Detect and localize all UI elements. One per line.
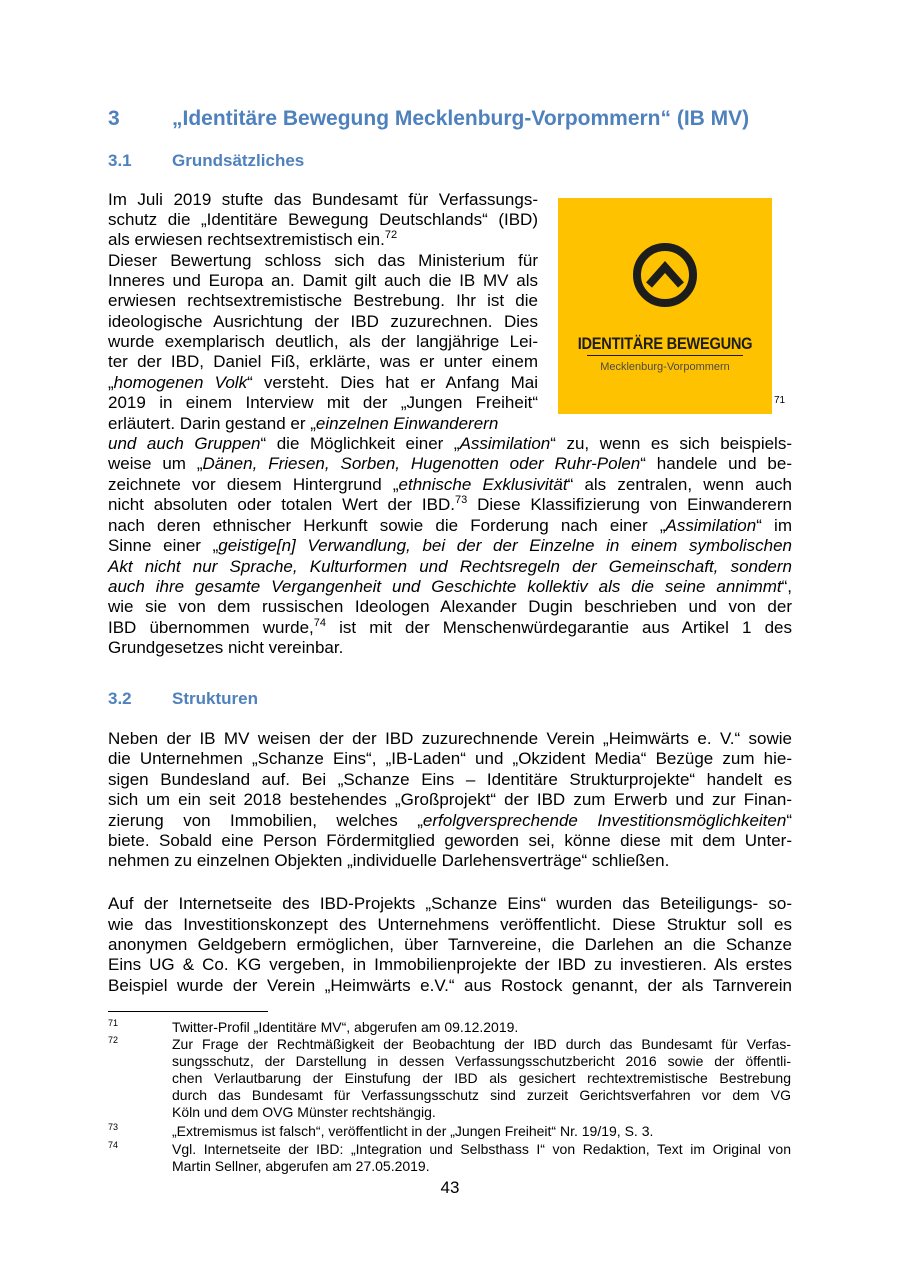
text-line: Dieser Bewertung schloss sich das Ministerium für	[108, 251, 538, 270]
text-line: zeichnete vor diesem Hintergrund „ethnische Exklusivität“ als zentralen, wenn auch	[108, 475, 792, 494]
footnote-text: „Extremismus ist falsch“, veröffentlicht in der „Jungen Freiheit“ Nr. 19/19, S. 3.	[172, 1123, 654, 1139]
text-line: schutz die „Identitäre Bewegung Deutschlands“ (IBD)	[108, 210, 538, 229]
footnote-ref: 73	[454, 494, 468, 506]
footnote-number: 71	[108, 1018, 119, 1028]
logo-footnote-ref: 71	[774, 395, 786, 406]
text-line: 2019 in einem Interview mit der „Jungen Freiheit“	[108, 393, 538, 412]
chapter-number: 3	[108, 107, 120, 130]
text-line: Grundgesetzes nicht vereinbar.	[108, 638, 344, 657]
text-line: IBD übernommen wurde,$^{74}$ ist mit der Menschenwürdegarantie aus Artikel 1 des	[108, 617, 792, 637]
text-line: Neben der IB MV weisen der der IBD zuzurechnende Verein „Heimwärts e. V.“ sowie	[108, 729, 792, 748]
text-line: wie das Investitionskonzept des Unternehmens veröffentlicht. Diese Struktur soll es	[108, 915, 792, 934]
footnote-text: Vgl. Internetseite der IBD: „Integration und Selbsthass I“ von Redaktion, Text im Original von	[172, 1141, 791, 1157]
text-line: wurde exemplarisch deutlich, als der langjährige Lei-	[108, 332, 538, 351]
section-number: 3.2	[108, 689, 132, 708]
text-line: und auch Gruppen“ die Möglichkeit einer „Assimilation“ zu, wenn es sich beispiels-	[108, 434, 792, 453]
identitaere-bewegung-logo	[558, 198, 772, 414]
text-line: nach deren ethnischer Herkunft sowie die Forderung nach einer „Assimilation“ im	[108, 516, 792, 535]
text-line: Beispiel wurde der Verein „Heimwärts e.V.“ aus Rostock genannt, der als Tarnverein	[108, 976, 792, 995]
text-line: anonymen Geldgebern ermöglichen, über Tarnvereine, die Darlehen an die Schanze	[108, 935, 792, 954]
text-line: wie sie von dem russischen Ideologen Alexander Dugin beschrieben und von der	[108, 597, 792, 616]
text-line: nicht absoluten oder totalen Wert der IBD.$^{73}$ Diese Klassifizierung von Einwanderern	[108, 494, 792, 514]
text-line: sigen Bundesland auf. Bei „Schanze Eins – Identitäre Strukturprojekte“ handelt es	[108, 770, 792, 789]
page-number: 43	[440, 1178, 460, 1197]
footnote-number: 73	[108, 1122, 119, 1132]
section-heading-3-2	[108, 689, 258, 709]
text-line: zierung von Immobilien, welches „erfolgversprechende Investitionsmöglichkeiten“	[108, 811, 792, 830]
footnote-ref: 72	[384, 229, 398, 241]
footnote-text: Zur Frage der Rechtmäßigkeit der Beobachtung der IBD durch das Bundesamt für Verfas-	[172, 1036, 791, 1052]
footnote-number: 72	[108, 1035, 119, 1045]
lambda-circle-icon	[632, 242, 698, 308]
text-line: ter der IBD, Daniel Fiß, erklärte, was er unter einem	[108, 352, 538, 371]
text-line: Eins UG & Co. KG vergeben, in Immobilienprojekte der IBD zu investieren. Als erstes	[108, 955, 792, 974]
section-heading-3-1	[108, 151, 304, 171]
text-line: Akt nicht nur Sprache, Kulturformen und Rechtsregeln der Gemeinschaft, sondern	[108, 557, 792, 576]
footnote-ref: 74	[313, 617, 327, 629]
text-line: ideologische Ausrichtung der IBD zuzurechnen. Dies	[108, 312, 538, 331]
text-line: nehmen zu einzelnen Objekten „individuelle Darlehensverträge“ schließen.	[108, 851, 670, 870]
footnote-text: sungsschutz, der Darstellung in dessen Verfassungsschutzbericht 2016 sowie der öffentli-	[172, 1053, 791, 1069]
footnote-text: Köln und dem OVG Münster rechtshängig.	[172, 1104, 436, 1120]
footnote-text: chen Verlautbarung der Einstufung der IBD als gesichert rechtextremistische Bestrebung	[172, 1070, 791, 1086]
logo-title: IDENTITÄRE BEWEGUNG	[577, 334, 753, 353]
text-line: erwiesen rechtsextremistische Bestrebung. Ihr ist die	[108, 291, 538, 310]
footnote-number: 74	[108, 1140, 119, 1150]
text-line: Im Juli 2019 stufte das Bundesamt für Verfassungs-	[108, 190, 538, 209]
logo-subtitle: Mecklenburg-Vorpommern	[600, 361, 730, 373]
footnote-text: durch das Bundesamt für Verfassungsschutz sind zurzeit Gerichtsverfahren vor dem VG	[172, 1087, 791, 1103]
footnote-text: Twitter-Profil „Identitäre MV“, abgerufen am 09.12.2019.	[172, 1019, 519, 1035]
chapter-title: „Identitäre Bewegung Mecklenburg-Vorpommern“ (IB MV)	[172, 107, 750, 130]
section-number: 3.1	[108, 151, 132, 170]
footnote-text: Martin Sellner, abgerufen am 27.05.2019.	[172, 1158, 430, 1174]
chapter-heading	[108, 107, 749, 131]
text-line: als erwiesen rechtsextremistisch ein.$^{72}$	[108, 229, 398, 249]
text-line: erläutert. Darin gestand er „einzelnen Einwanderern	[108, 414, 499, 433]
text-line: sich um ein seit 2018 bestehendes „Großprojekt“ der IBD zum Erwerb und zur Finan-	[108, 790, 792, 809]
text-line: biete. Sobald eine Person Fördermitglied geworden sei, könne diese mit dem Unter-	[108, 831, 792, 850]
section-title: Strukturen	[172, 689, 258, 708]
text-line: Sinne einer „geistige[n] Verwandlung, bei der der Einzelne in einem symbolischen	[108, 536, 792, 555]
footnote-separator	[108, 1011, 268, 1012]
text-line: die Unternehmen „Schanze Eins“, „IB-Laden“ und „Okzident Media“ Bezüge zum hie-	[108, 749, 792, 768]
text-line: Auf der Internetseite des IBD-Projekts „Schanze Eins“ wurden das Beteiligungs- so-	[108, 894, 792, 913]
logo-divider	[587, 355, 743, 356]
text-line: „homogenen Volk“ versteht. Dies hat er Anfang Mai	[108, 373, 538, 392]
text-line: weise um „Dänen, Friesen, Sorben, Hugenotten oder Ruhr-Polen“ handele und be-	[108, 454, 792, 473]
text-line: auch ihre gesamte Vergangenheit und Geschichte kollektiv als die seine annimmt“,	[108, 577, 792, 596]
section-title: Grundsätzliches	[172, 151, 305, 170]
text-line: Inneres und Europa an. Damit gilt auch die IB MV als	[108, 271, 538, 290]
